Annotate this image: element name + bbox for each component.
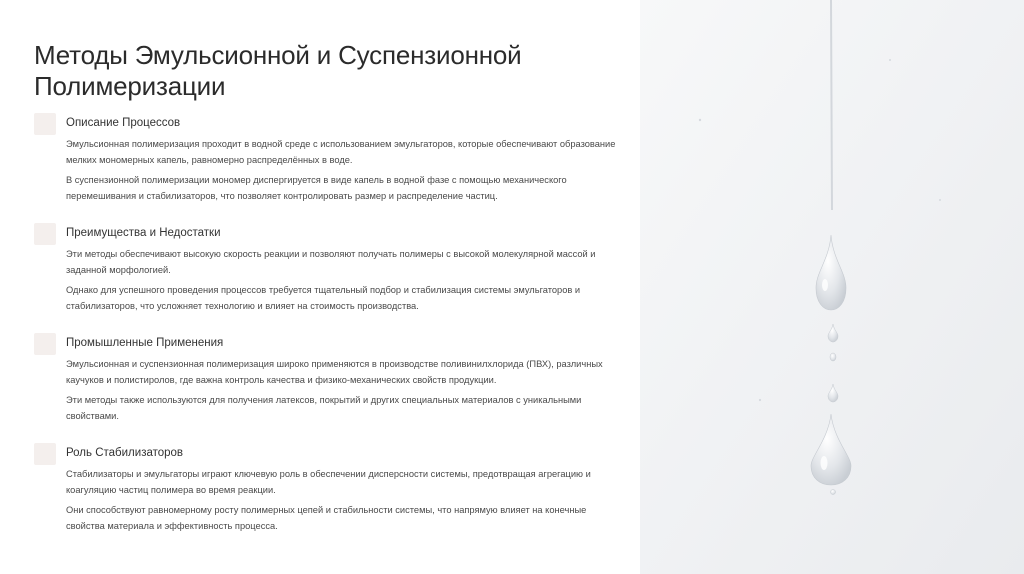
section-heading: Промышленные Применения <box>66 337 224 349</box>
section-marker <box>34 443 56 465</box>
section-paragraph: Стабилизаторы и эмульгаторы играют ключевую роль в обеспечении дисперсности системы, предотвращая агрегацию и коагуляцию частиц полимера во время реакции. <box>66 469 591 495</box>
section-paragraph: Эмульсионная и суспензионная полимеризация широко применяются в производстве поливинилхлорида (ПВХ), различных каучуков и полистиролов, где важна контроль качества и физико-механических свойств продукции. <box>66 359 603 385</box>
drop-highlight <box>822 279 828 291</box>
droplet <box>939 199 941 201</box>
section-heading: Роль Стабилизаторов <box>66 447 184 459</box>
section-paragraph: В суспензионной полимеризации мономер диспергируется в виде капель в водной фазе с помощью механического перемешивания и стабилизаторов, что позволяет контролировать размер и распределение частиц. <box>66 175 567 201</box>
section-marker <box>34 113 56 135</box>
water-drop <box>831 490 836 495</box>
section-paragraph: Эмульсионная полимеризация проходит в водной среде с использованием эмульгаторов, которые обеспечивают образование мелких мономерных капель, равномерно распределённых в воде. <box>66 139 616 165</box>
water-drop <box>830 353 836 361</box>
section-marker <box>34 333 56 355</box>
droplet <box>759 399 761 401</box>
section-paragraph: Эти методы обеспечивают высокую скорость реакции и позволяют получать полимеры с высокой молекулярной массой и заданной морфологией. <box>66 249 596 275</box>
section-marker <box>34 223 56 245</box>
section-paragraph: Они способствуют равномерному росту полимерных цепей и стабильности системы, что напрямую влияет на конечные свойства материала и эффективность процесса. <box>66 505 587 531</box>
section-paragraph: Эти методы также используются для получения латексов, покрытий и других специальных материалов с уникальными свойствами. <box>66 395 582 421</box>
slide-title: Методы Эмульсионной и Суспензионной Полимеризации <box>34 40 522 101</box>
water-drops-illustration <box>640 0 1024 574</box>
water-drops-image <box>640 0 1024 574</box>
section-heading: Преимущества и Недостатки <box>66 227 221 239</box>
section-paragraph: Однако для успешного проведения процессов требуется тщательный подбор и стабилизация системы эмульгаторов и стабилизаторов, что усложняет технологию и влияет на стоимость производства. <box>66 285 581 311</box>
section-heading: Описание Процессов <box>66 117 181 129</box>
droplet <box>889 59 891 61</box>
drop-highlight <box>821 456 828 470</box>
droplet <box>699 119 701 121</box>
